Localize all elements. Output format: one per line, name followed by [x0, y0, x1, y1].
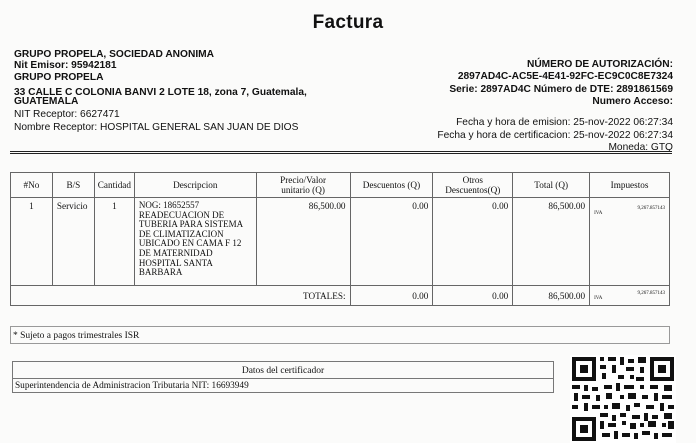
table-header-row	[11, 173, 670, 198]
desc-line: BARBARA	[138, 267, 183, 278]
header-disc: Descuentos (Q)	[350, 173, 433, 198]
desc-line: UBICADO EN CAMA F 12	[138, 238, 242, 249]
header-taxes: Impuestos	[590, 173, 670, 198]
totals-tax-name: IVA	[594, 295, 603, 301]
row-no: 1	[11, 198, 53, 286]
emission-date: Fecha y hora de emision: 25-nov-2022 06:27:34	[456, 117, 673, 128]
totals-taxes	[590, 286, 670, 306]
totals-label: TOTALES:	[11, 286, 351, 306]
totals-other-discount: 0.00	[433, 286, 513, 306]
table-row	[11, 198, 670, 286]
desc-line: HOSPITAL SANTA	[138, 257, 213, 268]
header-price-line1: Precio/Valor	[280, 175, 327, 185]
row-qty: 1	[94, 198, 134, 286]
desc-line: DE MATERNIDAD	[138, 247, 213, 258]
certification-date: Fecha y hora de certificacion: 25-nov-2022 06:27:34	[437, 130, 673, 141]
desc-line: TUBERIA PARA SISTEMA	[138, 219, 244, 230]
currency: Moneda: GTQ	[608, 142, 673, 153]
header-no: #No	[11, 173, 53, 198]
row-price: 86,500.00	[256, 198, 350, 286]
authorization-number: 2897AD4C-AC5E-4E41-92FC-EC9C0C8E7324	[457, 71, 673, 82]
header-other-line1: Otros	[462, 175, 483, 185]
receiver-nit: NIT Receptor: 6627471	[14, 109, 120, 120]
header-bs: B/S	[52, 173, 94, 198]
tax-value: 9,267.857143	[637, 206, 665, 211]
row-description	[134, 198, 256, 286]
row-discount: 0.00	[350, 198, 433, 286]
tax-name: IVA	[594, 211, 603, 216]
qr-code-icon	[570, 355, 676, 443]
authorization-label: NÚMERO DE AUTORIZACIÓN:	[526, 59, 673, 70]
row-taxes	[590, 198, 670, 286]
row-other-discount: 0.00	[433, 198, 513, 286]
document-title: Factura	[312, 12, 384, 33]
header-other-line2: Descuentos(Q)	[445, 185, 501, 195]
issuer-address-line2: GUATEMALA	[14, 96, 79, 107]
access-number: Numero Acceso:	[592, 96, 673, 107]
header-price-line2: unitario (Q)	[281, 185, 325, 195]
desc-line: NOG: 18652557	[138, 200, 200, 210]
header-desc: Descripcion	[134, 173, 256, 198]
issuer-nit: Nit Emisor: 95942181	[14, 60, 117, 71]
authorization-series: Serie: 2897AD4C Número de DTE: 2891861569	[449, 84, 673, 95]
row-bs: Servicio	[52, 198, 94, 286]
receiver-name: Nombre Receptor: HOSPITAL GENERAL SAN JUAN DE DIOS	[14, 122, 299, 133]
issuer-trade-name: GRUPO PROPELA	[14, 72, 104, 83]
totals-tax-value: 9,267.857143	[637, 290, 665, 296]
issuer-address-line1: 33 CALLE C COLONIA BANVI 2 LOTE 18, zona 7, Guatemala,	[14, 87, 307, 98]
header-other	[433, 173, 513, 198]
certifier-heading: Datos del certificador	[12, 361, 554, 379]
desc-line: READECUACION DE	[138, 209, 225, 220]
header-price	[256, 173, 350, 198]
totals-discount: 0.00	[350, 286, 433, 306]
totals-row	[11, 286, 670, 306]
header-total: Total (Q)	[513, 173, 590, 198]
certifier-info: Superintendencia de Administracion Tributaria NIT: 16693949	[12, 379, 554, 393]
isr-note: * Sujeto a pagos trimestrales ISR	[10, 326, 670, 344]
desc-line: DE CLIMATIZACION	[138, 228, 224, 239]
header-qty: Cantidad	[94, 173, 134, 198]
items-table	[10, 172, 670, 306]
totals-total: 86,500.00	[513, 286, 590, 306]
issuer-name: GRUPO PROPELA, SOCIEDAD ANONIMA	[14, 49, 214, 60]
header-divider	[10, 151, 672, 156]
row-total: 86,500.00	[513, 198, 590, 286]
